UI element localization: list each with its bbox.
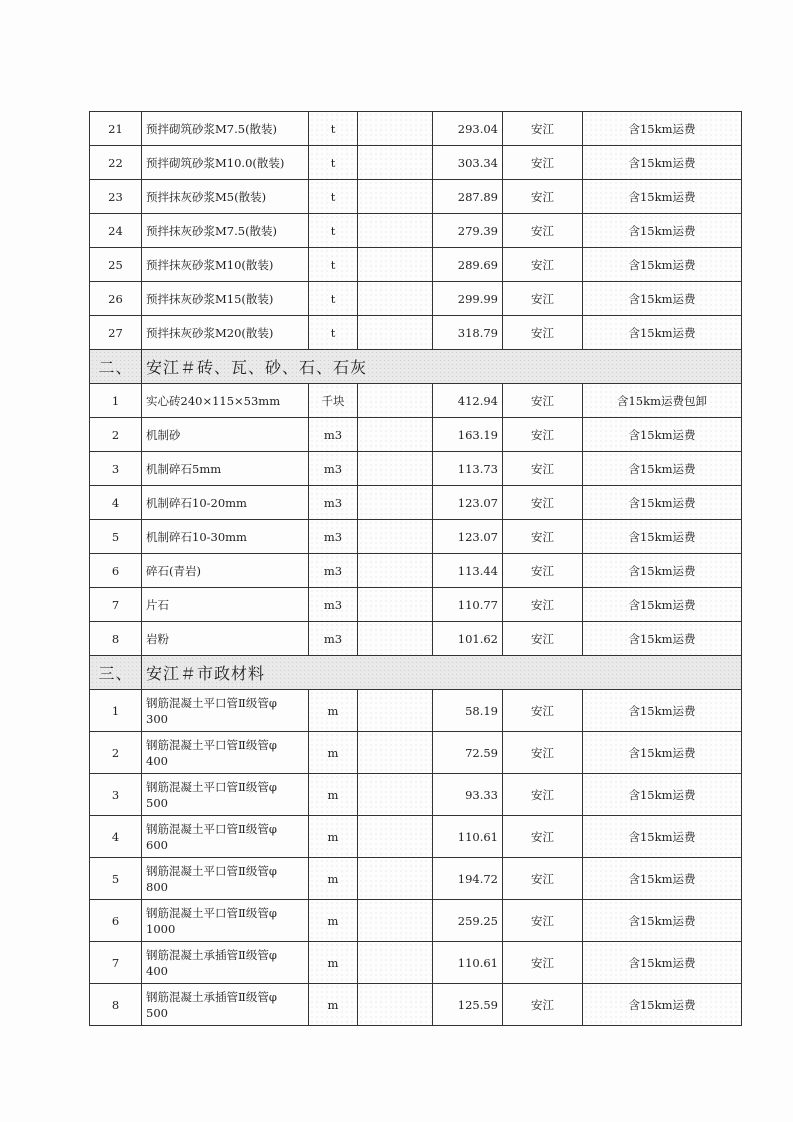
item-unit: m: [309, 732, 358, 774]
table-row: [90, 984, 742, 1026]
item-price: 72.59: [433, 732, 503, 774]
item-unit: t: [309, 214, 358, 248]
item-note: 含15km运费: [583, 774, 742, 816]
item-note: 含15km运费: [583, 452, 742, 486]
item-name-line-2: 500: [146, 1005, 168, 1020]
table-row: [90, 588, 742, 622]
item-unit: m3: [309, 520, 358, 554]
item-name-line-1: 钢筋混凝土平口管Ⅱ级管φ: [146, 779, 277, 794]
table-row: [90, 622, 742, 656]
blank-cell: [358, 554, 433, 588]
table-section-bricks-stone: [90, 384, 742, 656]
item-price: 303.34: [433, 146, 503, 180]
item-number: 4: [90, 486, 142, 520]
item-name-line-1: 钢筋混凝土平口管Ⅱ级管φ: [146, 695, 277, 710]
item-note: 含15km运费包卸: [583, 384, 742, 418]
item-number: 2: [90, 732, 142, 774]
blank-cell: [358, 418, 433, 452]
item-location: 安江: [503, 316, 583, 350]
item-price: 293.04: [433, 112, 503, 146]
item-number: 2: [90, 418, 142, 452]
item-name-line-2: 800: [146, 879, 168, 894]
blank-cell: [358, 774, 433, 816]
item-price: 299.99: [433, 282, 503, 316]
blank-cell: [358, 588, 433, 622]
blank-cell: [358, 732, 433, 774]
item-name: [142, 900, 309, 942]
item-name: 岩粉: [142, 622, 309, 656]
item-location: 安江: [503, 112, 583, 146]
item-unit: m: [309, 942, 358, 984]
item-name: [142, 774, 309, 816]
blank-cell: [358, 384, 433, 418]
item-name: 预拌砌筑砂浆M7.5(散装): [142, 112, 309, 146]
blank-cell: [358, 984, 433, 1026]
item-unit: t: [309, 112, 358, 146]
item-number: 5: [90, 858, 142, 900]
item-number: 3: [90, 452, 142, 486]
item-name: [142, 858, 309, 900]
item-unit: 千块: [309, 384, 358, 418]
item-note: 含15km运费: [583, 554, 742, 588]
table-section-mortar: [90, 112, 742, 350]
price-table: [89, 111, 742, 1026]
item-unit: t: [309, 282, 358, 316]
item-location: 安江: [503, 554, 583, 588]
item-location: 安江: [503, 858, 583, 900]
table-section-heading-3: [90, 656, 742, 690]
item-number: 7: [90, 588, 142, 622]
item-price: 279.39: [433, 214, 503, 248]
item-name: [142, 732, 309, 774]
item-note: 含15km运费: [583, 146, 742, 180]
item-location: 安江: [503, 984, 583, 1026]
item-name-line-1: 钢筋混凝土承插管Ⅱ级管φ: [146, 947, 277, 962]
item-number: 26: [90, 282, 142, 316]
table-row: [90, 774, 742, 816]
item-note: 含15km运费: [583, 418, 742, 452]
blank-cell: [358, 248, 433, 282]
table-row: [90, 554, 742, 588]
blank-cell: [358, 486, 433, 520]
table-row: [90, 384, 742, 418]
item-note: 含15km运费: [583, 690, 742, 732]
item-location: 安江: [503, 942, 583, 984]
item-unit: m3: [309, 486, 358, 520]
item-name: [142, 984, 309, 1026]
item-unit: m: [309, 858, 358, 900]
item-location: 安江: [503, 452, 583, 486]
table-row: [90, 112, 742, 146]
blank-cell: [358, 900, 433, 942]
item-location: 安江: [503, 180, 583, 214]
item-number: 7: [90, 942, 142, 984]
item-number: 23: [90, 180, 142, 214]
item-location: 安江: [503, 384, 583, 418]
table-row: [90, 452, 742, 486]
table-row: [90, 520, 742, 554]
item-price: 194.72: [433, 858, 503, 900]
item-name-line-1: 钢筋混凝土平口管Ⅱ级管φ: [146, 905, 277, 920]
table-row: [90, 486, 742, 520]
item-location: 安江: [503, 588, 583, 622]
item-unit: m3: [309, 418, 358, 452]
item-note: 含15km运费: [583, 180, 742, 214]
item-unit: m3: [309, 452, 358, 486]
item-name-line-2: 300: [146, 711, 168, 726]
item-location: 安江: [503, 282, 583, 316]
item-note: 含15km运费: [583, 248, 742, 282]
item-price: 163.19: [433, 418, 503, 452]
item-unit: t: [309, 316, 358, 350]
table-row: [90, 146, 742, 180]
blank-cell: [358, 690, 433, 732]
item-note: 含15km运费: [583, 282, 742, 316]
blank-cell: [358, 112, 433, 146]
section-number: 二、: [90, 350, 142, 384]
section-heading-row: [90, 656, 742, 690]
item-name: [142, 816, 309, 858]
item-price: 113.44: [433, 554, 503, 588]
item-price: 110.61: [433, 942, 503, 984]
item-name-line-2: 400: [146, 753, 168, 768]
item-note: 含15km运费: [583, 900, 742, 942]
item-location: 安江: [503, 520, 583, 554]
item-name: [142, 690, 309, 732]
table-row: [90, 282, 742, 316]
blank-cell: [358, 282, 433, 316]
table-section-municipal: [90, 690, 742, 1026]
item-note: 含15km运费: [583, 942, 742, 984]
item-name-line-1: 钢筋混凝土平口管Ⅱ级管φ: [146, 863, 277, 878]
table-row: [90, 858, 742, 900]
item-unit: t: [309, 146, 358, 180]
item-name: 实心砖240×115×53mm: [142, 384, 309, 418]
table-row: [90, 248, 742, 282]
item-name-line-1: 钢筋混凝土平口管Ⅱ级管φ: [146, 737, 277, 752]
table-row: [90, 214, 742, 248]
item-price: 123.07: [433, 486, 503, 520]
blank-cell: [358, 180, 433, 214]
item-number: 5: [90, 520, 142, 554]
item-note: 含15km运费: [583, 732, 742, 774]
item-unit: m: [309, 984, 358, 1026]
item-location: 安江: [503, 248, 583, 282]
item-note: 含15km运费: [583, 214, 742, 248]
item-name: 片石: [142, 588, 309, 622]
item-name: 机制砂: [142, 418, 309, 452]
table-row: [90, 732, 742, 774]
item-name: 机制碎石10-20mm: [142, 486, 309, 520]
item-name: 预拌抹灰砂浆M5(散装): [142, 180, 309, 214]
table-row: [90, 418, 742, 452]
item-number: 24: [90, 214, 142, 248]
table-section-heading-2: [90, 350, 742, 384]
item-name-line-2: 1000: [146, 921, 176, 936]
table-row: [90, 316, 742, 350]
item-note: 含15km运费: [583, 858, 742, 900]
blank-cell: [358, 816, 433, 858]
item-location: 安江: [503, 146, 583, 180]
item-price: 412.94: [433, 384, 503, 418]
item-location: 安江: [503, 774, 583, 816]
item-price: 58.19: [433, 690, 503, 732]
item-name: 机制碎石10-30mm: [142, 520, 309, 554]
item-unit: m3: [309, 622, 358, 656]
item-unit: m3: [309, 554, 358, 588]
item-number: 21: [90, 112, 142, 146]
item-note: 含15km运费: [583, 588, 742, 622]
item-number: 6: [90, 554, 142, 588]
table-row: [90, 942, 742, 984]
item-name: 机制碎石5mm: [142, 452, 309, 486]
item-price: 289.69: [433, 248, 503, 282]
item-location: 安江: [503, 732, 583, 774]
item-note: 含15km运费: [583, 486, 742, 520]
item-price: 259.25: [433, 900, 503, 942]
item-number: 1: [90, 690, 142, 732]
item-unit: t: [309, 248, 358, 282]
item-price: 110.77: [433, 588, 503, 622]
item-location: 安江: [503, 486, 583, 520]
table-row: [90, 900, 742, 942]
blank-cell: [358, 858, 433, 900]
item-location: 安江: [503, 690, 583, 732]
item-number: 25: [90, 248, 142, 282]
item-number: 1: [90, 384, 142, 418]
item-name: 预拌抹灰砂浆M20(散装): [142, 316, 309, 350]
item-name-line-2: 400: [146, 963, 168, 978]
blank-cell: [358, 316, 433, 350]
item-unit: m3: [309, 588, 358, 622]
item-location: 安江: [503, 816, 583, 858]
table-row: [90, 180, 742, 214]
item-number: 22: [90, 146, 142, 180]
item-number: 4: [90, 816, 142, 858]
item-unit: m: [309, 816, 358, 858]
blank-cell: [358, 214, 433, 248]
item-name-line-1: 钢筋混凝土平口管Ⅱ级管φ: [146, 821, 277, 836]
table-row: [90, 816, 742, 858]
item-name: [142, 942, 309, 984]
item-name: 预拌抹灰砂浆M7.5(散装): [142, 214, 309, 248]
item-price: 318.79: [433, 316, 503, 350]
item-note: 含15km运费: [583, 112, 742, 146]
blank-cell: [358, 146, 433, 180]
item-number: 6: [90, 900, 142, 942]
blank-cell: [358, 520, 433, 554]
section-title: 安江＃市政材料: [142, 656, 742, 690]
item-price: 125.59: [433, 984, 503, 1026]
blank-cell: [358, 622, 433, 656]
item-number: 8: [90, 622, 142, 656]
item-name: 预拌砌筑砂浆M10.0(散装): [142, 146, 309, 180]
section-title: 安江＃砖、瓦、砂、石、石灰: [142, 350, 742, 384]
item-note: 含15km运费: [583, 984, 742, 1026]
item-price: 113.73: [433, 452, 503, 486]
blank-cell: [358, 452, 433, 486]
item-number: 8: [90, 984, 142, 1026]
item-number: 3: [90, 774, 142, 816]
blank-cell: [358, 942, 433, 984]
item-note: 含15km运费: [583, 816, 742, 858]
item-location: 安江: [503, 418, 583, 452]
item-unit: t: [309, 180, 358, 214]
item-unit: m: [309, 690, 358, 732]
table-row: [90, 690, 742, 732]
item-location: 安江: [503, 900, 583, 942]
item-note: 含15km运费: [583, 622, 742, 656]
item-name-line-1: 钢筋混凝土承插管Ⅱ级管φ: [146, 989, 277, 1004]
item-location: 安江: [503, 214, 583, 248]
item-location: 安江: [503, 622, 583, 656]
item-name-line-2: 500: [146, 795, 168, 810]
item-name: 预拌抹灰砂浆M10(散装): [142, 248, 309, 282]
item-name-line-2: 600: [146, 837, 168, 852]
section-heading-row: [90, 350, 742, 384]
item-unit: m: [309, 774, 358, 816]
section-number: 三、: [90, 656, 142, 690]
item-price: 93.33: [433, 774, 503, 816]
item-price: 101.62: [433, 622, 503, 656]
item-name: 预拌抹灰砂浆M15(散装): [142, 282, 309, 316]
item-note: 含15km运费: [583, 520, 742, 554]
item-name: 碎石(青岩): [142, 554, 309, 588]
item-unit: m: [309, 900, 358, 942]
item-number: 27: [90, 316, 142, 350]
item-price: 287.89: [433, 180, 503, 214]
item-price: 110.61: [433, 816, 503, 858]
item-price: 123.07: [433, 520, 503, 554]
item-note: 含15km运费: [583, 316, 742, 350]
